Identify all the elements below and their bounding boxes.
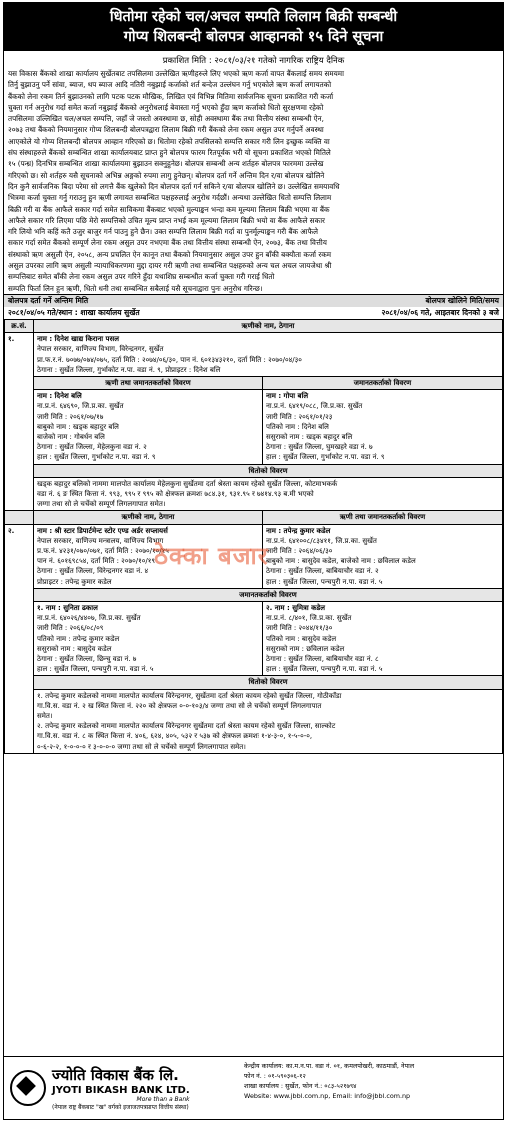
title-line-2: गोप्य शिलबन्दी बोलपत्र आव्हानको १५ दिने सूचना <box>123 29 384 45</box>
detail-line: जग्गा तथा सो ले चर्चेको सम्पूर्ण लिगलगापात समेत। <box>37 500 166 509</box>
detail-line: नेपाल सरकार, वाणिज्य मन्त्रालय, वाणिज्य विभाग <box>37 536 164 545</box>
bank-address <box>240 1057 503 1119</box>
body-line: सम्पत्तिबाट समेत बाँकी लेना रकम असुल उपर गरिने हुँदा यथाशिघ्र सम्बन्धीत कर्जा चुक्ता गरी गराई धितो <box>8 272 275 282</box>
collateral-1-header: धितोको विवरण <box>34 464 503 477</box>
detail-line: हाल : सुर्खेत जिल्ला, गुर्भाकोट न.पा. वडा नं. ९ <box>37 453 156 462</box>
detail-line: हाल : सुर्खेत जिल्ला, पन्चपुरी न.पा. वडा नं. ५ <box>266 665 383 674</box>
borrower-2-person <box>263 524 503 588</box>
detail-line: ठेगाना : सुर्खेत जिल्ला, मेहेलकुना वडा नं. २ <box>37 443 147 452</box>
detail-line: जारी मिति : २०४४/११/३० <box>266 624 333 633</box>
reg-deadline-label: बोलपत्र दर्ता गर्ने अन्तिम मिति <box>8 295 89 305</box>
body-line: यस विकास बैंकको शाखा कार्यालय सुर्खेतबाट तपसिलमा उल्लेखित ऋणीहरुले लिए भएको ऋण कर्जा वापत बैंकलाई समय समयमा <box>8 69 344 78</box>
deadline-header <box>4 294 503 307</box>
detail-line: ठेगाना : सुर्खेत जिल्ला, बाबियाचौर वडा नं. २ <box>266 567 379 576</box>
detail-line: ना.प्र.नं. ८/४०१, जि.प्र.का. सुर्खेत <box>266 614 352 623</box>
detail-line: हाल : सुर्खेत जिल्ला, पन्चपुरी न.पा. वडा नं. ५ <box>266 577 383 586</box>
detail-line: ना.प्र.नं. ६४०२६/४४०७, जि.प्र.का. सुर्खेत <box>37 614 141 623</box>
opening-label: बोलपत्र खोलिने मिति/समय <box>425 295 499 305</box>
detail-line: गा.वि.स. वडा नं. २ ख स्थित कित्ता नं. २२० को क्षेत्रफल ०-०-१०३/४ जग्गा तथा सो ले चर्चेको सम्पूर्ण लिगलगापात <box>37 701 322 710</box>
body-line: २०७३ तथा बैंकको नियमानुसार गोप्य शिलबन्दी बोलपत्रद्वारा लिलाम बिक्री गरी बैंकको लेना रकम असुल उपर गर्नुपर्ने अवस्था <box>8 125 324 135</box>
detail-line: बाबुको नाम : बासुदेव कडेल, बाजेको नाम : छविलाल कडेल <box>266 557 416 566</box>
detail-line: ठेगाना : सुर्खेत जिल्ला, विरेन्द्रनगर वडा नं. ४ <box>37 567 149 576</box>
detail-line: ठेगाना : सुर्खेत जिल्ला, घुमखहरे वडा नं. ७ <box>266 443 373 452</box>
detail-line: प्र.फ.नं. ४२३१/०७०/०७१, दर्ता मिति : २०७०/१०/१५ <box>37 547 169 555</box>
borrower-1-details <box>34 333 503 377</box>
detail-line: ना.प्र.नं. ६४१९/०८८, जि.प्र.का. सुर्खेत <box>266 402 363 411</box>
detail-line: हाल : सुर्खेत जिल्ला, गुर्भाकोट न.पा. वडा नं. ९ <box>266 453 385 462</box>
detail-line: पतिको नाम : तपेन्द्र कुमार कडेल <box>37 634 120 643</box>
footer <box>4 1056 503 1119</box>
body-line: संस्थाको ऋण असुली ऐन, २०५८, अन्य प्रचलित ऐन कानून तथा बैंकको नियमानुसार असुल उपर हुन बाँकी बक्यौता कर्जा रकम <box>8 249 332 259</box>
detail-line: बाजेको नाम : गोबर्धन बलि <box>37 432 105 441</box>
bank-name-np: ज्योति विकास बैंक लि. <box>52 1066 179 1084</box>
body-line: भित्रमा कर्जा चुक्ता गर्नु गराउनु हुन ऋणी लगायत सम्बन्धित पक्षहरुलाई अनुरोध गर्दछौं। अन्यथा उल्लेखित धितो सम्पत्ति लिलाम <box>8 193 332 203</box>
borrower-header: ऋणीको नाम, ठेगाना <box>34 319 503 332</box>
bank-tagline: More than a Bank <box>136 1096 190 1103</box>
detail-line: जारी मिति : २०६६/०८/०९ <box>37 624 104 633</box>
guarantor-2b <box>263 602 503 676</box>
publication-date: प्रकाशित मिति : २०८१/०३/२१ गतेको नागरिक राष्ट्रिय दैनिक <box>162 56 345 66</box>
detail-line: प्रा.फ.र.नं. ७०७७/०७४/०७५, दर्ता मिति : २०७४/०६/३०, पान नं. ६०१३४३२१०, दर्ता मिति : २०७०/०४/३० <box>37 355 302 364</box>
detail-line: ०-६-२-२, १-०-०-० र ३-०-०-० जग्गा तथा सो ले चर्चेको सम्पूर्ण लिगलगापात समेत। <box>37 742 246 751</box>
detail-line: २. नाम : सुमित्रा कडेल <box>266 604 326 613</box>
detail-line: पतिको नाम : बासुदेव कडेल <box>266 634 337 643</box>
title-line-1: धितोमा रहेको चल/अचल सम्पति लिलाम बिक्री सम्बन्धी <box>109 9 398 25</box>
reg-deadline-value: २०८१/०४/०५ गते/स्थान : शाखा कार्यालय सुर्खेत <box>8 307 140 317</box>
detail-line: नाम : दिनेश बलि <box>37 392 82 401</box>
detail-line: ठेगाना : सुर्खेत जिल्ला, गुर्भाकोट न.पा. वडा नं. ९, प्रोप्राइटर : दिनेश बलि <box>37 365 221 374</box>
body-line: आफैले सकार गरि लिएमा पछि मेरो सम्पत्तिको उचित मूल्य प्राप्त नभई कम मूल्यमा लिलाम बिक्री भयो वा बैंक आफैले सकार <box>8 215 325 225</box>
detail-line: जारी मिति : २०६१/०७/१७ <box>37 412 104 421</box>
detail-line: प्रोप्राइटर : तपेन्द्र कुमार कडेल <box>37 577 112 586</box>
detail-line: ससुराको नाम : छविलाल कडेल <box>266 644 345 653</box>
borrower-guarantor-header: ऋणी तथा जमानतकर्ताको विवरण <box>34 376 263 389</box>
deadline-values <box>4 307 503 319</box>
detail-line: ससुराको नाम : बासुदेव कडेल <box>37 644 112 653</box>
detail-line: नेपाल सरकार, वाणिज्य विभाग, विरेन्द्रनगर, सुर्खेत <box>37 345 164 354</box>
watermark: ठेक्का बजार <box>154 542 269 570</box>
detail-line: ना.प्र.नं. ६४१००८/८३४११, जि.प्र.का. सुर्खेत <box>266 536 377 545</box>
borrower-table <box>4 319 503 754</box>
detail-line: जारी मिति : २०६४/०६/३० <box>266 547 333 555</box>
body-line: सकार गर्दा समेत बैंकको सम्पूर्ण लेना रकम असुल उपर नभएमा बैंक तथा वित्तीय संस्था सम्बन्धी ऐन, २०७३, बैंक तथा वित्तीय <box>8 238 327 248</box>
guarantor-header: जमानतकर्ताको विवरण <box>263 376 503 389</box>
body-line: गरिएको छ। सो शर्तहरु यसै सूचनाको अभिन्न अङ्गको रुपमा लागु हुनेछन्। बोलपत्र दर्ता गर्ने अन्तिम दिन र/वा बोलपत्र खोलिने <box>8 170 325 180</box>
body-line: तपसिलमा उल्लिखित चल/अचल सम्पत्ति, जहाँ जे जस्तो अवस्थामा छ, सोही अवस्थामा बैंक तथा वित्तीय संस्था सम्बन्धी ऐन, <box>8 114 324 124</box>
body-line: गरि लियो भनि कहिं कतै उजुर बाजुर गर्न पाउनु हुने छैन। उक्त सम्पत्ति लिलाम बिक्री गर्दा वा पुनर्मूल्याङ्कन गरी बैंक आफैले <box>8 227 319 237</box>
collateral-1-details <box>34 477 503 511</box>
borrower-guarantor-2-header: ऋणी तथा जमानतकर्ताको विवरण <box>263 511 503 524</box>
detail-line: ठेगाना : सुर्खेत जिल्ला, छिन्चु वडा नं. ७ <box>37 655 137 664</box>
borrower-1-person <box>34 390 263 464</box>
sn-header: क्र.सं. <box>5 319 34 332</box>
notice-page <box>3 2 504 1120</box>
body-line: संघ संस्थाहरुले बैंकको सम्बन्धित शाखा कार्यालयबाट प्राप्त हुने बोलपत्र फारम रितपूर्वक भरी यो सूचना प्रकाशित भएको मितिले <box>8 148 331 158</box>
central-phone: फोन नं. : ०१-५९०३०६-१२ <box>244 1072 306 1080</box>
detail-line: जारी मिति : २०६१/०१/२३ <box>266 412 333 421</box>
detail-line: पतिको नाम : दिनेश बलि <box>266 422 329 431</box>
detail-line: नाम : दिनेश खाद्य किराना पसल <box>37 335 120 344</box>
notice-body <box>4 68 503 294</box>
detail-line: समेत। <box>37 712 53 721</box>
body-line: सम्पति फिर्ता लिन हुन ऋणी, धितो धनी तथा सम्बन्धित सबैलाई यसै सूचनाद्वारा पुनः अनुरोध गरिन्छ। <box>8 283 263 293</box>
body-line: असुल उपरका लागि ऋण असुली न्यायाधिकरणमा मुद्दा दायर गरी ऋणी तथा सम्बन्धित पक्षहरुको अन्य चल अचल जायजेथा श्री <box>8 261 332 271</box>
body-line: चुक्ता गर्न अनुरोध गर्दा समेत कर्जा नबुझाई बैंकको अनुरोधलाई बेवास्ता गर्नु भएको हुँदा ऋण कर्जाको धितो सुरक्षणमा रहेको <box>8 102 324 112</box>
guarantor-1-person <box>263 390 503 464</box>
body-line: आएकोले यो गोप्य शिलबन्दी बोलपत्र आव्हान गरिएको छ। धितोमा रहेको तपसिलको सम्पत्ति सकार गरी लिन इच्छुक व्यक्ति वा <box>8 136 330 146</box>
detail-line: हाल : सुर्खेत जिल्ला, पन्चपुरी न.पा. वडा नं. ५ <box>37 665 154 674</box>
detail-line: २. तपेन्द्र कुमार कडेलको नाममा मालपोत कार्यालय विरेन्द्रनगर सुर्खेतमा दर्ता श्रेस्ता कायम रहेको सुर्खेत जिल्ला, साल्कोट <box>37 722 336 731</box>
opening-value: २०८१/०४/०६ गते, आइतबार दिनको ३ बजे <box>381 307 499 317</box>
detail-line: बाबुको नाम : खड्क बहादुर बलि <box>37 422 119 431</box>
body-line: तिर्नु बुझाउनु पर्ने सांवा, ब्याज, थप ब्याज आदि नतिरी नबुझाई कर्जाको शर्त बन्देज उल्लंघन गर्नु भएकोले ऋण कर्जा लगायतको <box>8 80 332 90</box>
bank-logo-icon <box>10 1070 46 1106</box>
collateral-2-details <box>34 689 503 753</box>
detail-line: ससुराको नाम : खड्क बहादुर बलि <box>266 432 353 441</box>
body-line: बैंकको लेना रकम तिर्न बुझाउनको लागि पटक पटक मौखिक, लिखित एवं विभिन्न मितिमा सार्वजनिक सूचना प्रकाशित गरी कर्जा <box>8 91 334 101</box>
detail-line: नाम : तपेन्द्र कुमार कडेल <box>266 526 331 535</box>
bank-license: (नेपाल राष्ट्र बैंकबाट "ख" वर्गको इजाजतपत्रप्राप्त वित्तीय संस्था) <box>52 1104 189 1111</box>
central-office: केन्द्रीय कार्यालय: का.म.न.पा. वडा नं. ०१, कमलपोखरी, काठमाडौं, नेपाल <box>244 1062 415 1070</box>
guarantor-2a <box>34 602 263 676</box>
detail-line: खड्क बहादुर बलिको नाममा मालपोत कार्यालय मेहेलकुना सुर्खेतमा दर्ता श्रेस्ता कायम रहेको सुर्खेत जिल्ला, कोटमाभकर्क <box>37 479 338 488</box>
website-email: Website: www.jbbl.com.np, Email: info@jbbl.com.np <box>244 1092 411 1100</box>
detail-line: नाम : गोपा बलि <box>266 392 309 401</box>
body-line: दिन कुनै सार्वजनिक बिदा परेमा सो लगत्तै बैंक खुलेको दिन बोलपत्र दर्ता गर्न सकिने र/वा बोलपत्र खोलिने छ। उल्लेखित समयावधि <box>8 181 340 191</box>
detail-line: १. नाम : सुनिता ढकाल <box>37 604 98 613</box>
detail-line: नाम : श्री स्टार डिपार्टमेन्ट स्टोर एण्ड अर्डर सप्लायर्स <box>37 526 168 535</box>
detail-line: ठेगाना : सुर्खेत जिल्ला, बाबियाचौर वडा नं. ८ <box>266 655 379 664</box>
sn-1: १. <box>5 333 34 511</box>
detail-line: वडा नं. ६ ङ स्थित कित्ता नं. ९९३, ९९५ र ९९५ को क्षेत्रफल क्रमशः ७८४.३१, ९३१.९५ र ७४१४.९३ ब.मी भएको <box>37 489 314 498</box>
guarantor-2-header: जमानतकर्ताको विवरण <box>34 588 503 601</box>
borrower-2-header: ऋणीको नाम, ठेगाना <box>34 511 263 524</box>
bank-logo <box>4 1057 240 1119</box>
detail-line: १. तपेन्द्र कुमार कडेलको नाममा मालपोत कार्यालय विरेन्द्रनगर, सुर्खेतमा दर्ता श्रेस्ता कायम रहेको सुर्खेत जिल्ला, गोठीकाँडा <box>37 691 342 700</box>
branch-office: शाखा कार्यालय : सुर्खेत, फोन नं.: ०८३-५२१७९४ <box>244 1082 357 1090</box>
notice-title <box>4 3 503 51</box>
detail-line: गा.वि.स. वडा नं. ८ क स्थित कित्ता नं. ४०६, ६२४, ४०५, ५३२ र ५३७ को क्षेत्रफल क्रमशः १-४-३-०, १-५-०-०, <box>37 732 313 741</box>
collateral-2-header: धितोको विवरण <box>34 676 503 689</box>
detail-line: पान नं. ६०१६९८५४, दर्ता मिति : २०७०/१०/१९ <box>37 557 155 566</box>
bank-name-en: JYOTI BIKASH BANK LTD. <box>52 1085 190 1096</box>
detail-line: ना.प्र.नं. ६४६९०, जि.प्र.का. सुर्खेत <box>37 402 124 411</box>
body-line: १५ (पन्ध्र) दिनभित्र सम्बन्धित शाखा कार्यालयमा बुझाउन सक्नुहुनेछ। बोलपत्र सम्बन्धी अन्य शर्तहरु बोलपत्र फारममा उल्लेख <box>8 159 324 169</box>
body-line: बिक्री गरी वा बैंक आफैले सकार गर्दा समेत साविकमा बैंकबाट भएको मुल्याङ्कन भन्दा कम मूल्यमा लिलाम बिक्री भएमा वा बैंक <box>8 204 330 214</box>
sn-2: २. <box>5 524 34 753</box>
